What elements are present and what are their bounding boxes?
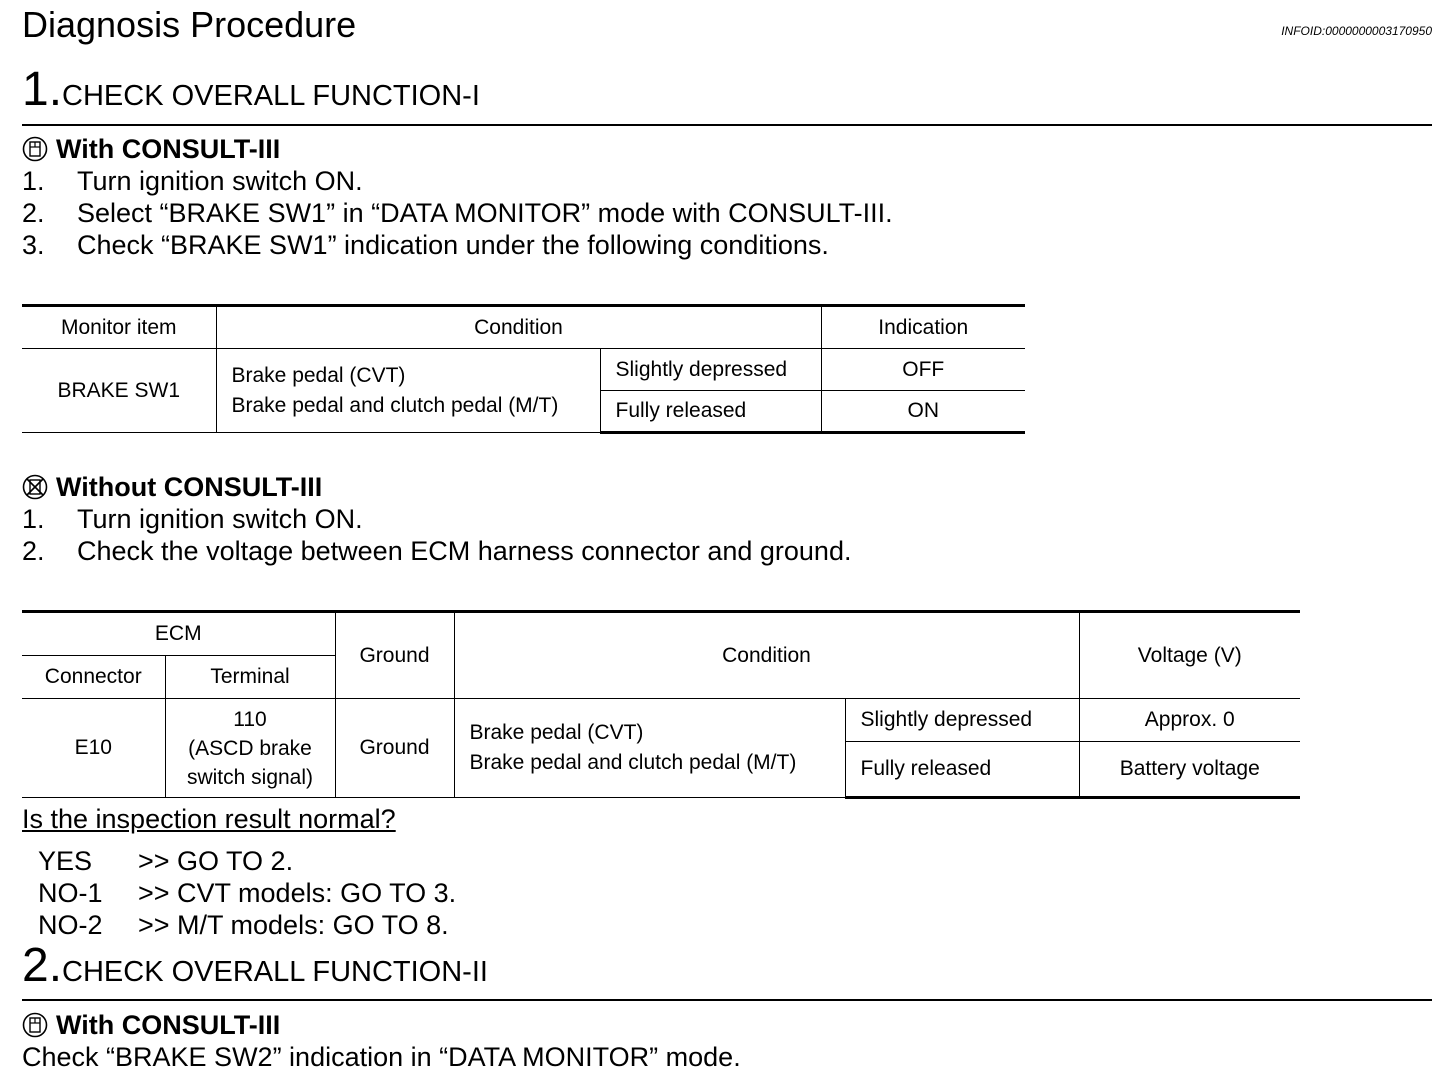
cell-connector: E10 <box>22 699 165 798</box>
step-2-heading <box>22 939 488 992</box>
cell-state-released: Fully released <box>600 391 821 433</box>
header-voltage: Voltage (V) <box>1079 612 1300 699</box>
answer-no-1: NO-1 >> CVT models: GO TO 3. <box>38 878 457 908</box>
page-title: Diagnosis Procedure <box>22 4 357 45</box>
answer-yes: YES >> GO TO 2. <box>38 846 294 876</box>
cell-state-depressed: Slightly depressed <box>600 349 821 391</box>
inspection-question: Is the inspection result normal? <box>22 804 396 834</box>
step-1-number: 1. <box>22 63 63 116</box>
cell-condition: Brake pedal (CVT) Brake pedal and clutch pedal (M/T) <box>454 699 845 798</box>
without-consult-title: Without CONSULT-III <box>56 472 323 502</box>
header-terminal: Terminal <box>165 656 335 699</box>
header-ground: Ground <box>335 612 454 699</box>
cell-indication-off: OFF <box>821 349 1025 391</box>
list-item: 3. Check “BRAKE SW1” indication under the following conditions. <box>22 230 829 260</box>
consult-icon <box>22 136 48 162</box>
step-1-heading <box>22 63 480 116</box>
no-consult-icon <box>22 474 48 500</box>
cell-state-released: Fully released <box>845 742 1079 798</box>
brake-sw1-monitor-table <box>22 304 1025 434</box>
consult-icon <box>22 1012 48 1038</box>
step-1-title: CHECK OVERALL FUNCTION-I <box>62 80 480 112</box>
list-item: 1. Turn ignition switch ON. <box>22 504 363 534</box>
cell-terminal: 110 (ASCD brake switch signal) <box>165 699 335 798</box>
header-condition: Condition <box>454 612 1079 699</box>
cell-state-depressed: Slightly depressed <box>845 699 1079 742</box>
info-id: INFOID:0000000003170950 <box>1281 24 1432 38</box>
header-monitor-item: Monitor item <box>22 306 216 349</box>
step-2-divider <box>22 999 1432 1001</box>
list-item: 2. Select “BRAKE SW1” in “DATA MONITOR” mode with CONSULT-III. <box>22 198 893 228</box>
cell-ground: Ground <box>335 699 454 798</box>
step-2-instruction: Check “BRAKE SW2” indication in “DATA MONITOR” mode. <box>22 1042 741 1072</box>
header-connector: Connector <box>22 656 165 699</box>
with-consult-heading <box>22 134 280 165</box>
without-consult-heading <box>22 472 322 503</box>
ecm-voltage-table <box>22 610 1300 799</box>
header-indication: Indication <box>821 306 1025 349</box>
step-2-title: CHECK OVERALL FUNCTION-II <box>62 956 488 988</box>
step-1-divider <box>22 124 1432 126</box>
header-ecm: ECM <box>22 612 335 656</box>
step-2-with-consult-title: With CONSULT-III <box>56 1010 281 1040</box>
cell-monitor-item: BRAKE SW1 <box>22 349 216 433</box>
step-2-with-consult-heading <box>22 1010 280 1041</box>
step-2-number: 2. <box>22 939 63 992</box>
cell-condition: Brake pedal (CVT) Brake pedal and clutch pedal (M/T) <box>216 349 600 433</box>
cell-voltage-battery: Battery voltage <box>1079 742 1300 798</box>
with-consult-title: With CONSULT-III <box>56 134 281 164</box>
cell-indication-on: ON <box>821 391 1025 433</box>
list-item: 1. Turn ignition switch ON. <box>22 166 363 196</box>
header-condition: Condition <box>216 306 821 349</box>
answer-no-2: NO-2 >> M/T models: GO TO 8. <box>38 910 449 940</box>
cell-voltage-approx-0: Approx. 0 <box>1079 699 1300 742</box>
list-item: 2. Check the voltage between ECM harness connector and ground. <box>22 536 852 566</box>
